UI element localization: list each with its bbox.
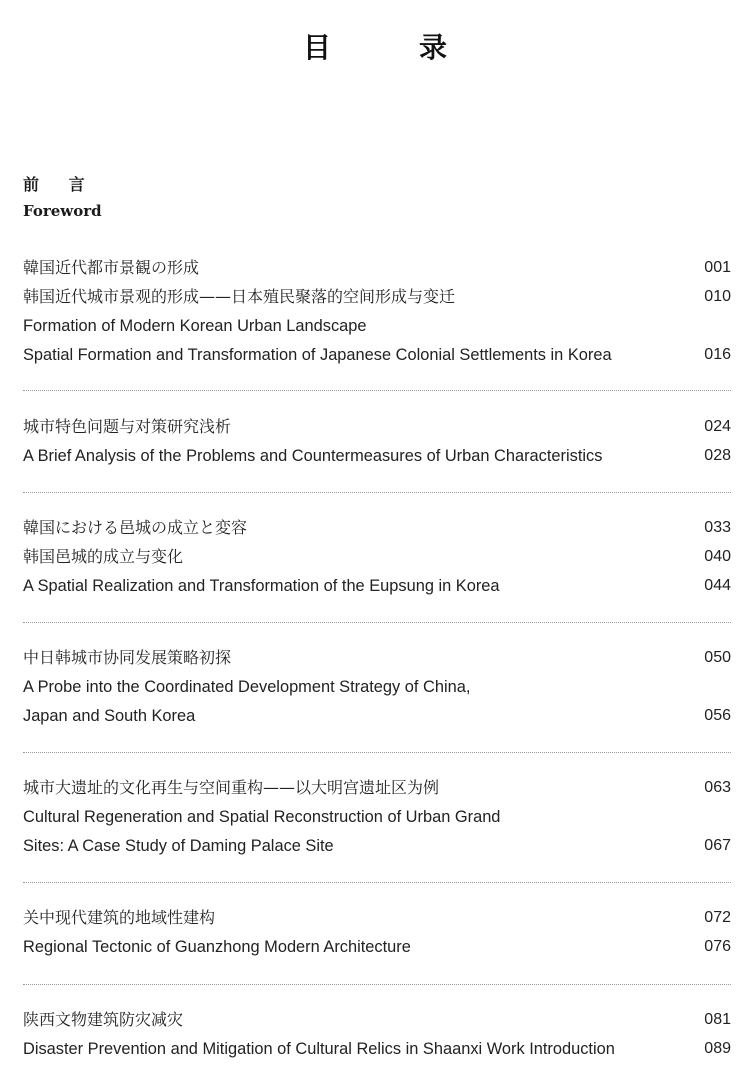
toc-entry-title: 城市特色问题与对策研究浅析 [23,417,232,436]
toc-entry[interactable] [23,936,731,958]
toc-entry-title: 韩国近代城市景观的形成——日本殖民聚落的空间形成与变迁 [23,287,456,306]
toc-page-number: 001 [704,259,731,276]
toc-page-number: 072 [704,909,731,926]
toc-page-number: 016 [704,346,731,363]
toc-entry[interactable] [23,777,731,799]
toc-entry-title: 关中现代建筑的地域性建构 [23,908,216,927]
toc-page-number: 024 [704,418,731,435]
toc-entry-title: 韓国近代都市景観の形成 [23,258,200,277]
toc-entry[interactable] [23,835,731,857]
toc-entry[interactable] [23,907,731,929]
toc-entry-title: Regional Tectonic of Guanzhong Modern Architecture [23,938,411,956]
section-divider [23,622,731,623]
toc-entry[interactable] [23,416,731,438]
toc-page-number: 040 [704,548,731,565]
toc-entry-title: Sites: A Case Study of Daming Palace Site [23,837,334,855]
toc-entry-title: 韓国における邑城の成立と変容 [23,518,248,537]
toc-entry-title: 韩国邑城的成立与变化 [23,547,184,566]
toc-page-number: 044 [704,577,731,594]
toc-entry-title: Spatial Formation and Transformation of Japanese Colonial Settlements in Korea [23,346,612,364]
toc-entry-title: A Brief Analysis of the Problems and Countermeasures of Urban Characteristics [23,447,603,465]
toc-entry[interactable] [23,344,731,366]
toc-page-number: 033 [704,519,731,536]
toc-entry-title: 城市大遗址的文化再生与空间重构——以大明宫遗址区为例 [23,778,440,797]
toc-entry-title: A Spatial Realization and Transformation of the Eupsung in Korea [23,577,500,595]
toc-page-number: 050 [704,649,731,666]
section-divider [23,492,731,493]
section-divider [23,390,731,391]
toc-entry[interactable] [23,257,731,279]
toc-page-number: 067 [704,837,731,854]
section-divider [23,752,731,753]
preface-heading-en: Foreword [23,202,102,220]
toc-page-number: 028 [704,447,731,464]
toc-entry-title: Cultural Regeneration and Spatial Reconstruction of Urban Grand [23,808,501,826]
toc-entry[interactable] [23,1038,731,1060]
toc-entry[interactable] [23,445,731,467]
toc-entry[interactable] [23,517,731,539]
toc-entry[interactable] [23,1009,731,1031]
toc-page-number: 081 [704,1011,731,1028]
toc-page-number: 063 [704,779,731,796]
toc-entry[interactable] [23,546,731,568]
section-divider [23,984,731,985]
toc-entry[interactable] [23,806,731,828]
toc-entry-title: 陕西文物建筑防灾减灾 [23,1010,184,1029]
toc-page-number: 010 [704,288,731,305]
toc-entry-title: Disaster Prevention and Mitigation of Cultural Relics in Shaanxi Work Introduction [23,1040,615,1058]
toc-page-number: 076 [704,938,731,955]
toc-entry[interactable] [23,286,731,308]
page-title: 目 录 [302,31,477,64]
toc-page-number: 056 [704,707,731,724]
preface-heading-cn: 前 言 [23,175,97,194]
toc-entry-title: Japan and South Korea [23,707,196,725]
toc-entry[interactable] [23,676,731,698]
section-divider [23,882,731,883]
toc-entry-title: 中日韩城市协同发展策略初探 [23,648,232,667]
toc-entry[interactable] [23,647,731,669]
toc-entry-title: A Probe into the Coordinated Development Strategy of China, [23,678,471,696]
toc-page-number: 089 [704,1040,731,1057]
toc-entry-title: Formation of Modern Korean Urban Landscape [23,317,367,335]
toc-entry[interactable] [23,705,731,727]
toc-entry[interactable] [23,315,731,337]
toc-entry[interactable] [23,575,731,597]
